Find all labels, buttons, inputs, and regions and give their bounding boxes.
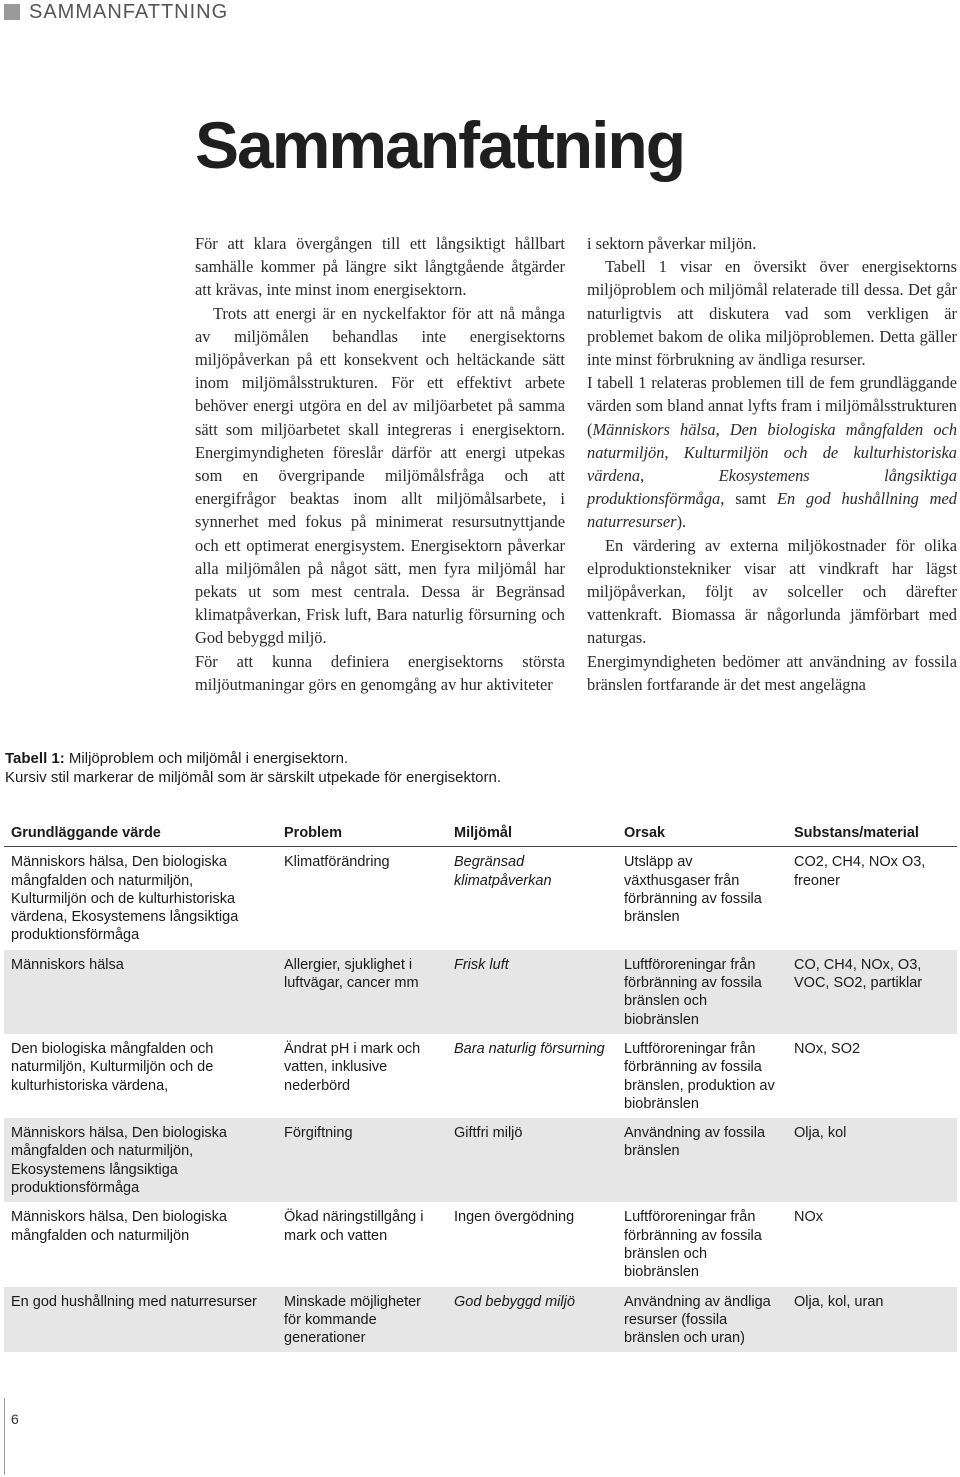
cell-value: Den biologiska mångfalden och naturmiljön, Kulturmiljön och de kulturhistoriska värdena, — [11, 1040, 214, 1094]
paragraph: För att klara övergången till ett långsiktigt hållbart samhälle kommer på längre sikt långtgående åtgärder att krävas, inte minst inom energisektorn. — [195, 234, 565, 300]
paragraph: Tabell 1 visar en översikt över energisektorns miljöproblem och miljömål relaterade till dessa. Det går naturligtvis att diskutera vad som verkligen är problemet bakom de olika miljöproblemen. Detta gäller inte minst förbrukning av ändliga resurser. — [587, 257, 957, 370]
cell-substance: NOx — [794, 1209, 823, 1226]
environment-table — [4, 820, 957, 1352]
cell-goal: Frisk luft — [447, 950, 617, 1034]
header-substance: Substans/material — [787, 820, 957, 847]
cell-value: Människors hälsa, Den biologiska mångfalden och naturmiljön, Kulturmiljön och de kulturhistoriska värdena, Ekosystemens långsiktiga produktionsförmåga — [11, 854, 239, 944]
table-row — [4, 847, 957, 950]
table-row — [4, 1118, 957, 1202]
cell-problem: Ändrat pH i mark och vatten, inklusive nederbörd — [284, 1040, 421, 1094]
paragraph: För att kunna definiera energisektorns största miljöutmaningar görs en genomgång av hur aktiviteter — [195, 651, 565, 694]
page-rule — [4, 1398, 5, 1475]
cell-cause: Användning av fossila bränslen — [617, 1118, 787, 1202]
table-row — [4, 1287, 957, 1353]
caption-line-1: Miljöproblem och miljömål i energisektorn. — [64, 750, 349, 767]
cell-substance: NOx, SO2 — [794, 1040, 861, 1057]
paragraph: i sektorn påverkar miljön. — [587, 234, 757, 253]
cell-cause: Luftföroreningar från förbränning av fossila bränslen, produktion av biobränslen — [624, 1040, 775, 1112]
cell-cause: Användning av ändliga resurser (fossila bränslen och uran) — [617, 1287, 787, 1353]
caption-line-2: Kursiv stil markerar de miljömål som är särskilt utpekade för energisektorn. — [5, 769, 502, 786]
paragraph: Trots att energi är en nyckelfaktor för att nå många av miljömålen behandlas inte energisektorns miljöpåverkan på ett konsekvent och heltäckande sätt inom miljömålsstrukturen. För ett effektivt arbete behöver energi utgöra en del av miljöarbetet på samma sätt som miljöarbetet skall integreras i energisektorn. Energimyndigheten föreslår därför att energi utpekas som en övergripande miljömålsfråga och att energifrågor beaktas inom allt miljömålsarbete, i synnerhet med fokus på minimerat resursutnyttjande och ett optimerat energisystem. Energisektorn påverkar alla miljömålen på något sätt, men fyra miljömål har pekats ut som mest centrala. Dessa är Begränsad klimatpåverkan, Frisk luft, Bara naturlig försurning och God bebyggd miljö. — [195, 303, 565, 648]
section-marker — [4, 4, 20, 20]
cell-value: Människors hälsa, Den biologiska mångfalden och naturmiljön — [11, 1209, 227, 1244]
table-row — [4, 1202, 957, 1286]
table-header-row — [4, 820, 957, 847]
cell-goal: Bara naturlig försurning — [454, 1040, 605, 1057]
cell-goal: Begränsad klimatpåverkan — [454, 854, 552, 889]
header-goal: Miljömål — [447, 820, 617, 847]
cell-goal: God bebyggd miljö — [447, 1287, 617, 1353]
cell-value: Människors hälsa, Den biologiska mångfalden och naturmiljön, Ekosystemens långsiktiga produktionsförmåga — [4, 1118, 277, 1202]
paragraph: En värdering av externa miljökostnader för olika elproduktionstekniker visar att vindkraft har lägst miljöpåverkan, följt av solceller och därefter vattenkraft. Biomassa är någorlunda jämförbart med naturgas. — [587, 535, 957, 648]
cell-problem: Minskade möjligheter för kommande generationer — [277, 1287, 447, 1353]
cell-value: En god hushållning med naturresurser — [4, 1287, 277, 1353]
cell-cause: Luftföroreningar från förbränning av fossila bränslen och biobränslen — [624, 1209, 762, 1281]
header-cause: Orsak — [617, 820, 787, 847]
cell-value: Människors hälsa — [4, 950, 277, 1034]
header-value: Grundläggande värde — [4, 820, 277, 847]
table-caption — [5, 749, 501, 787]
section-header — [4, 0, 228, 24]
cell-substance: CO, CH4, NOx, O3, VOC, SO2, partiklar — [787, 950, 957, 1034]
cell-substance: Olja, kol, uran — [787, 1287, 957, 1353]
cell-goal: Giftfri miljö — [447, 1118, 617, 1202]
cell-problem: Ökad näringstillgång i mark och vatten — [284, 1209, 424, 1244]
cell-substance: CO2, CH4, NOx O3, freoner — [794, 854, 926, 889]
paragraph: Energimyndigheten bedömer att användning av fossila bränslen fortfarande är det mest angelägna — [587, 651, 957, 694]
section-label: SAMMANFATTNING — [29, 0, 229, 23]
caption-label: Tabell 1: — [5, 750, 65, 767]
paragraph: I tabell 1 relateras problemen till de fem grundläggande värden som bland annat lyfts fram i miljömålsstrukturen (Människors hälsa, Den biologiska mångfalden och naturmiljön, Kulturmiljön och de kulturhistoriska värdena, Ekosystemens långsiktiga produktionsförmåga, samt En god hushållning med naturresurser). — [587, 373, 958, 532]
page-title: Sammanfattning — [195, 108, 685, 182]
cell-problem: Allergier, sjuklighet i luftvägar, cancer mm — [277, 950, 447, 1034]
cell-substance: Olja, kol — [787, 1118, 957, 1202]
cell-cause: Luftföroreningar från förbränning av fossila bränslen och biobränslen — [617, 950, 787, 1034]
cell-goal: Ingen övergödning — [454, 1209, 575, 1226]
cell-problem: Klimatförändring — [284, 854, 390, 871]
table-row — [4, 950, 957, 1034]
text-column-left — [195, 232, 565, 696]
page-number: 6 — [11, 1411, 19, 1427]
cell-problem: Förgiftning — [277, 1118, 447, 1202]
cell-cause: Utsläpp av växthusgaser från förbränning av fossila bränslen — [624, 854, 762, 926]
header-problem: Problem — [277, 820, 447, 847]
text-column-right — [587, 232, 957, 696]
table-row — [4, 1034, 957, 1118]
